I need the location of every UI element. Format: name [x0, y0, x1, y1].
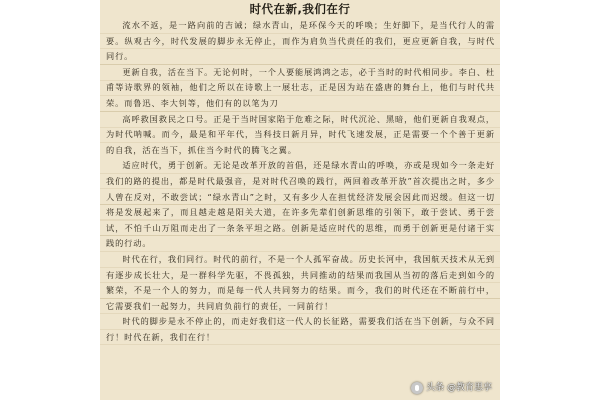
essay-title: 时代在新,我们在行 [249, 2, 351, 16]
essay-paragraph: 时代在行，我们同行。时代的前行，不是一个人孤军奋战。历史长河中，我国航天技术从无到有逐步成长壮大，是一群科学先驱，不畏孤独，共同推动的结果而我国从当初的落后走到如今的繁荣，不是一个人的努力，而是每一代人共同努力的结果。而今，我们的时代还在不断前行中，它需要我们一起努力，共同肩负前行的责任，一同前行！ [100, 252, 500, 314]
essay-paragraph: 时代的脚步是永不停止的，而走好我们这一代人的长征路，需要我们活在当下创新，与众不同行！时代在新，我们在行！ [100, 314, 500, 345]
essay-paragraph: 适应时代，勇于创新。无论是改革开放的首倡，还是绿水青山的呼唤，亦或是现如今一条走好我们的路的提出，都是时代最强音，是对时代召唤的践行，两回着改革开放”首次提出之时，多少人曾在反对，不敢尝试；“绿水青山”之时，又有多少人在担忧经济发展会因此而迟缓。但这一切将是发展起来了，而且越走越是阳关大道，在许多先辈们创新思维的引领下，敢于尝试、勇于尝试，不怕千山万阻而走出了一条条平坦之路。创新是适应时代的思维，而勇于创新更是付诸于实践的行动。 [100, 158, 500, 252]
essay-paragraph: 流水不返，是一路向前的吉诫；绿水青山，是环保今天的呼唤；生好脚下，是当代行人的需要。纵观古今，时代发展的脚步永无停止，而作为肩负当代责任的我们，更应更新自我，与时代同行。 [100, 18, 500, 65]
essay-paragraph: 更新自我，活在当下。无论何时，一个人要能展鸿鸿之志，必于当时的时代相同步。李白、杜甫等诗歌界的领袖，他们之所以在诗歌上一展壮志，正是因为站在盛唐的舞台上，他们与时代共荣。而鲁迅、李大钊等，他们有的以笔为刀 [100, 65, 500, 112]
toutiao-logo-icon [411, 382, 423, 394]
watermark [411, 382, 492, 394]
essay-paragraph: 高呼救国救民之口号。正是于当时国家陷于危难之际，时代沉沦、黑暗，他们更新自我观点，为时代呐喊。而今，最是和平年代，当科技日新月异，时代飞速发展，正是需要一个个善于更新的自我，活在当下，抓住当今时代的腾飞之翼。 [100, 112, 500, 159]
essay-document [100, 0, 500, 400]
watermark-text: 头条 @教育思享 [426, 382, 492, 393]
